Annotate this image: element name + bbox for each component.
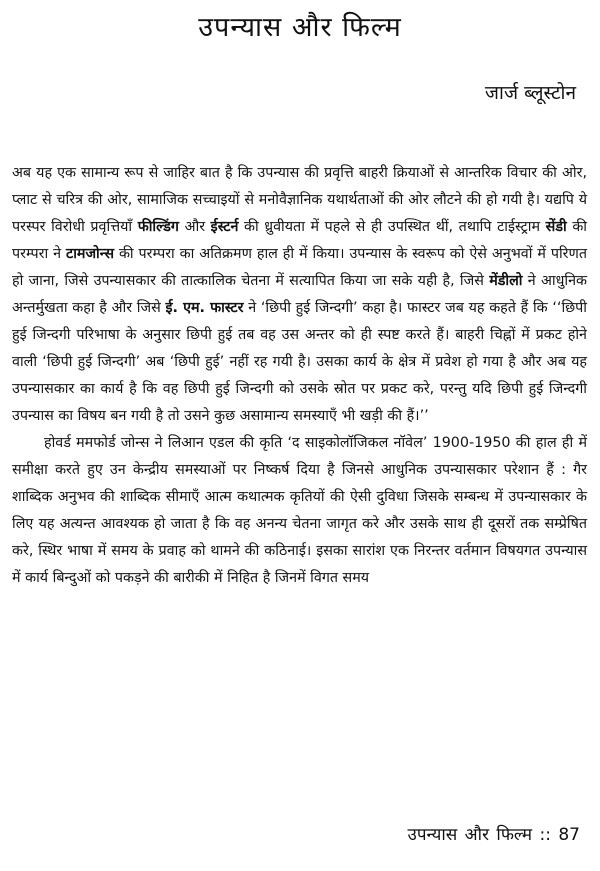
bold-name: फील्डिंग (137, 219, 179, 235)
page-title: उपन्यास और फिल्म (198, 12, 402, 43)
text-segment: की परम्परा ने (12, 219, 587, 262)
bold-name: ईस्टर्न (210, 219, 239, 235)
text-segment: अब यह एक सामान्य रूप से जाहिर बात है कि उपन्यास की प्रवृत्ति बाहरी क्रियाओं से आन्तरिक विचार की ओर, प्लाट से चरित्र की ओर, सामाजिक सच्चाइयों से मनोवैज्ञानिक यथार्थताओं की ओर लौटने की हो गयी है। यद्यपि ये परस्पर विरोधी प्रवृत्तियाँ (12, 165, 587, 235)
page-footer: उपन्यास और फिल्म :: 87 (407, 825, 580, 845)
paragraph (12, 430, 587, 592)
bold-name: मेंडीलो (489, 273, 523, 289)
text-segment: की ध्रुवीयता में पहले से ही उपस्थित थीं, तथापि टाईस्ट्राम (238, 219, 546, 235)
text-segment: की परम्परा का अतिक्रमण हाल ही में किया। उपन्यास के स्वरूप को ऐसे अनुभवों में परिणत हो जाना, जिसे उपन्यासकार की तात्कालिक चेतना में सत्यापित किया जा सके यही है, जिसे (12, 246, 587, 289)
paragraph (12, 160, 587, 430)
bold-name: टामजोन्स (65, 246, 115, 262)
text-segment: होवर्ड ममफोर्ड जोन्स ने लिआन एडल की कृति ‘द साइकोलॉजिकल नॉवेल’ 1900-1950 की हाल ही में समीक्षा करते हुए उन केन्द्रीय समस्याओं पर निष्कर्ष दिया है जिनसे आधुनिक उपन्यासकार परेशान हैं : गैर शाब्दिक अनुभव की शाब्दिक सीमाएँ आत्म कथात्मक कृतियों की ऐसी दुविधा जिसके सम्बन्ध में उपन्यासकार के लिए यह अत्यन्त आवश्यक हो जाता है कि वह अनन्य चेतना जागृत करे और उसके साथ ही दूसरों तक सम्प्रेषित करे, स्थिर भाषा में समय के प्रवाह को थामने की कठिनाई। इसका सारांश एक निरन्तर वर्तमान विषयगत उपन्यास में कार्य बिन्दुओं को पकड़ने की बारीकी में निहित है जिनमें विगत समय (12, 435, 587, 586)
body-text (12, 160, 587, 592)
text-segment: ने आधुनिक अन्तर्मुखता कहा है और जिसे (12, 273, 587, 316)
bold-name: सेंडी (545, 219, 567, 235)
author-name: जार्ज ब्लूस्टोन (484, 82, 576, 104)
bold-name: ई. एम. फास्टर (165, 300, 244, 316)
text-segment: और (178, 219, 211, 235)
text-segment: ने ‘छिपी हुई जिन्दगी’ कहा है। फास्टर जब यह कहते हैं कि ‘‘छिपी हुई जिन्दगी परिभाषा के अनुसार छिपी हुई तब वह उस अन्तर को ही स्पष्ट करते हैं। बाहरी चिह्नों में प्रकट होने वाली ‘छिपी हुई जिन्दगी’ अब ‘छिपी हुई’ नहीं रह गयी है। उसका कार्य के क्षेत्र में प्रवेश हो गया है और अब यह उपन्यासकार का कार्य है कि वह छिपी हुई जिन्दगी को उसके स्रोत पर प्रकट करे, परन्तु यदि छिपी हुई जिन्दगी उपन्यास का विषय बन गयी है तो उसने कुछ असामान्य समस्याएँ भी खड़ी की हैं।’’ (12, 300, 587, 424)
